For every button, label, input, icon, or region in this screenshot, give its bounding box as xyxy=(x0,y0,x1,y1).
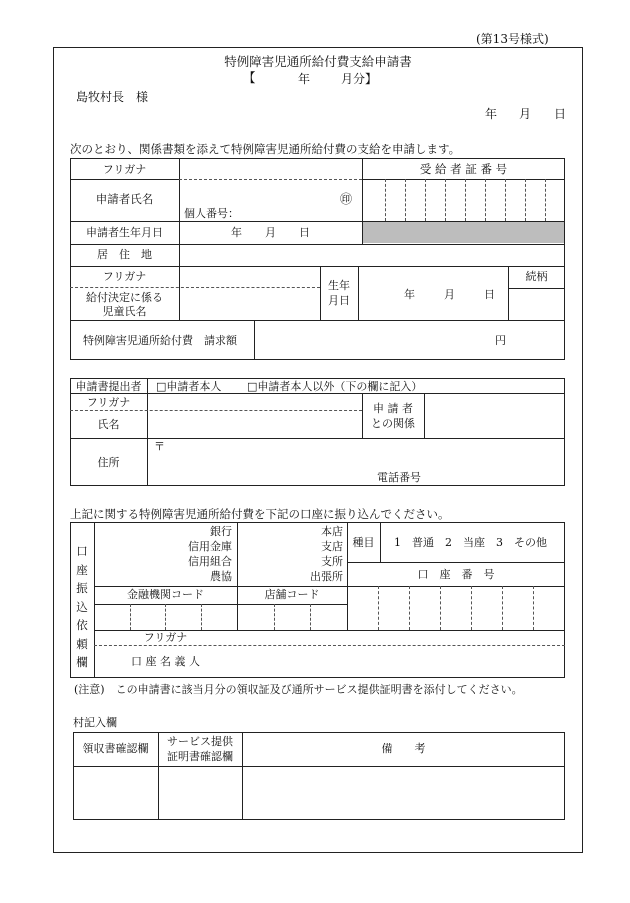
bank-intro: 上記に関する特例障害児通所給付費を下記の口座に振り込んでください。 xyxy=(70,507,450,521)
submitter-label: 申請書提出者 xyxy=(75,380,142,393)
option-self-checkbox[interactable]: □申請者本人 xyxy=(156,380,222,393)
submitter-table xyxy=(70,378,565,486)
inst-type-bank: 銀行 xyxy=(210,525,232,538)
form-number: (第13号様式) xyxy=(476,32,549,46)
remarks-label: 備 考 xyxy=(381,742,426,755)
account-kind-options: 1 普通 2 当座 3 その他 xyxy=(394,536,547,549)
period-month: 月分】 xyxy=(341,72,378,86)
child-birth-label-2: 月日 xyxy=(328,294,350,307)
child-birth-year: 年 xyxy=(404,288,415,301)
child-label-2: 児童氏名 xyxy=(102,305,147,318)
date-year: 年 xyxy=(485,107,498,121)
inst-type-kumiai: 信用組合 xyxy=(188,555,232,568)
period-year: 年 xyxy=(298,72,311,86)
postal-mark: 〒 xyxy=(154,440,165,453)
intro-text: 次のとおり、関係書類を添えて特例障害児通所給付費の支給を申請します。 xyxy=(70,142,461,156)
branch-type-branch: 支店 xyxy=(321,540,343,553)
branch-code-label: 店舗コード xyxy=(264,588,320,601)
holder-furigana-label: フリガナ xyxy=(143,631,188,644)
receipt-check-label: 領収書確認欄 xyxy=(82,742,149,755)
account-number-label: 口 座 番 号 xyxy=(417,568,495,581)
birth-day: 日 xyxy=(299,226,310,239)
address-label: 居 住 地 xyxy=(97,248,152,261)
service-check-line-2: 証明書確認欄 xyxy=(167,750,233,763)
addressee: 島牧村長 様 xyxy=(76,90,149,104)
option-other-checkbox[interactable]: □申請者本人以外（下の欄に記入） xyxy=(247,380,423,393)
personal-number-label: 個人番号： xyxy=(184,207,239,220)
period-bracket: 【 xyxy=(243,70,256,85)
relation-label: 続柄 xyxy=(525,270,548,283)
child-birth-label-1: 生年 xyxy=(328,279,350,292)
birth-month: 月 xyxy=(265,226,276,239)
date-month: 月 xyxy=(519,107,532,121)
child-label-1: 給付決定に係る xyxy=(86,291,163,304)
shaded-cell xyxy=(363,222,564,243)
relation-line-1: 申 請 者 xyxy=(373,402,413,415)
child-birth-day: 日 xyxy=(484,288,495,301)
date-day: 日 xyxy=(554,107,567,121)
seal-mark: ㊞ xyxy=(340,192,353,206)
account-kind-label: 種目 xyxy=(352,536,375,549)
inst-code-label: 金融機関コード xyxy=(127,588,204,601)
submitter-furigana: フリガナ xyxy=(86,396,131,409)
relation-line-2: との関係 xyxy=(371,417,415,430)
service-check-line-1: サービス提供 xyxy=(167,735,233,748)
birthdate-label: 申請者生年月日 xyxy=(86,226,163,239)
bank-side-label: 口 座 振 込 依 頼 欄 xyxy=(76,544,88,669)
yen-label: 円 xyxy=(495,334,506,347)
submitter-name-label: 氏名 xyxy=(97,418,120,431)
form-title: 特例障害児通所給付費支給申請書 xyxy=(224,54,412,69)
child-furigana-label: フリガナ xyxy=(102,270,147,283)
inst-type-shinkin: 信用金庫 xyxy=(188,540,232,553)
branch-type-sub: 出張所 xyxy=(310,570,343,583)
branch-type-main: 本店 xyxy=(321,525,343,538)
birth-year: 年 xyxy=(231,226,242,239)
furigana-label: フリガナ xyxy=(102,163,147,176)
phone-label: 電話番号 xyxy=(377,471,421,484)
applicant-name-label: 申請者氏名 xyxy=(95,192,154,206)
inst-type-nokyo: 農協 xyxy=(210,570,232,583)
branch-type-office: 支所 xyxy=(321,555,343,568)
recipient-cert-label: 受 給 者 証 番 号 xyxy=(419,162,508,176)
note-text: (注意) この申請書に該当月分の領収証及び通所サービス提供証明書を添付してください。 xyxy=(74,683,523,696)
child-birth-month: 月 xyxy=(444,288,455,301)
account-holder-label: 口 座 名 義 人 xyxy=(131,655,200,668)
submitter-address-label: 住所 xyxy=(97,456,120,469)
office-use-label: 村記入欄 xyxy=(73,716,117,729)
claim-amount-label: 特例障害児通所給付費 請求額 xyxy=(83,334,237,347)
